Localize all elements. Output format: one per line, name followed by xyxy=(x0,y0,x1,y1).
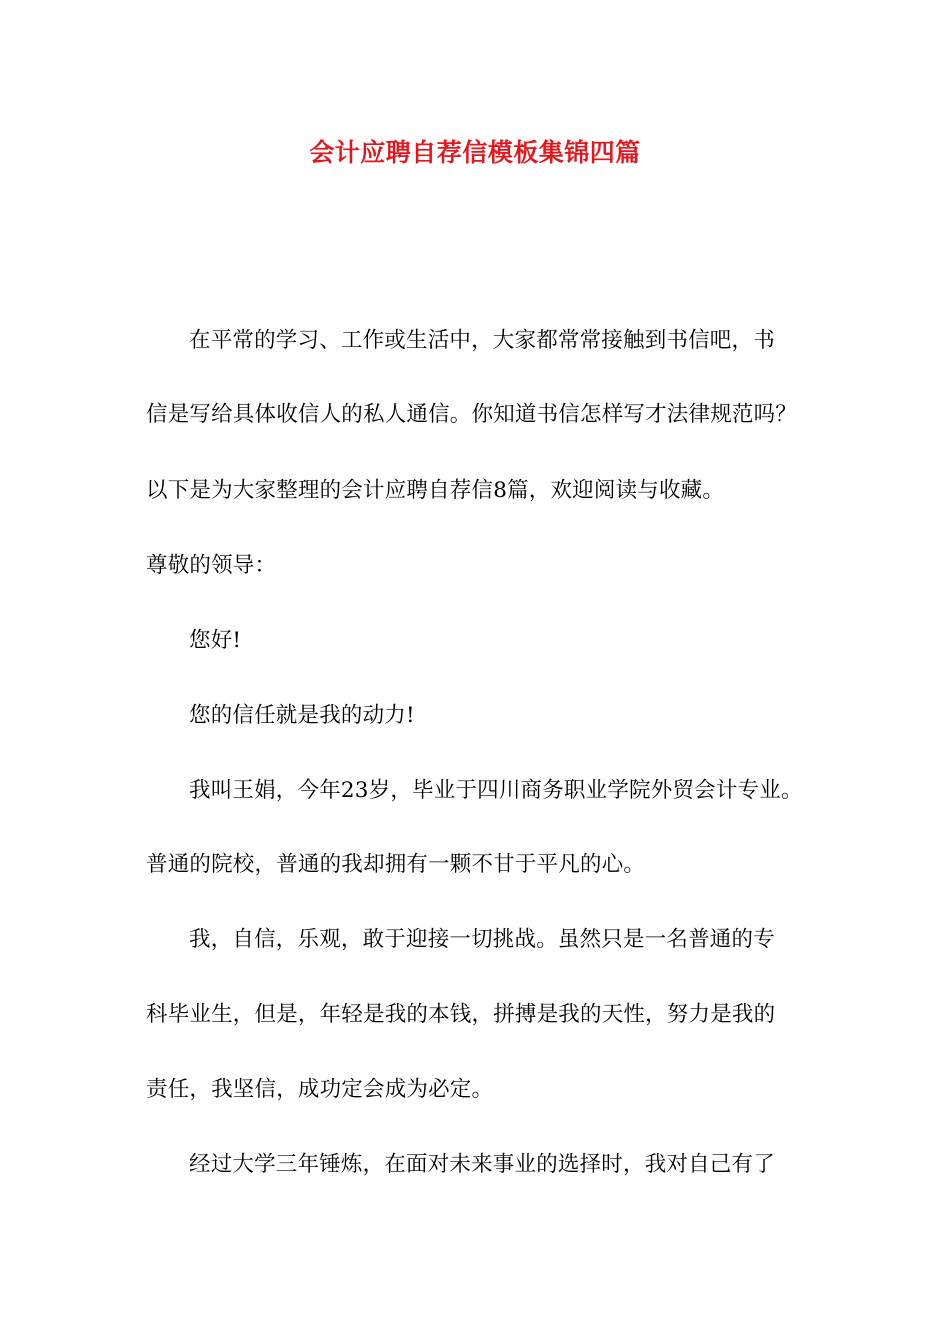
paragraph-line: 信是写给具体收信人的私人通信。你知道书信怎样写才法律规范吗？ xyxy=(146,402,798,427)
paragraph-line: 您的信任就是我的动力! xyxy=(189,703,415,728)
paragraph-line: 我叫王娟，今年23岁，毕业于四川商务职业学院外贸会计专业。 xyxy=(189,778,803,803)
document-title: 会计应聘自荐信模板集锦四篇 xyxy=(309,138,641,167)
salutation: 尊敬的领导： xyxy=(146,553,277,578)
paragraph-line: 以下是为大家整理的会计应聘自荐信8篇，欢迎阅读与收藏。 xyxy=(146,478,725,503)
greeting: 您好! xyxy=(189,628,242,653)
paragraph-line: 我，自信，乐观，敢于迎接一切挑战。虽然只是一名普通的专 xyxy=(189,927,775,952)
paragraph-line: 普通的院校，普通的我却拥有一颗不甘于平凡的心。 xyxy=(146,852,646,877)
paragraph-line: 责任，我坚信，成功定会成为必定。 xyxy=(146,1077,494,1102)
paragraph-line: 科毕业生，但是，年轻是我的本钱，拼搏是我的天性，努力是我的 xyxy=(146,1002,776,1027)
paragraph-line: 经过大学三年锤炼，在面对未来事业的选择时，我对自己有了 xyxy=(189,1152,775,1177)
paragraph-line: 在平常的学习、工作或生活中，大家都常常接触到书信吧，书 xyxy=(189,328,775,353)
